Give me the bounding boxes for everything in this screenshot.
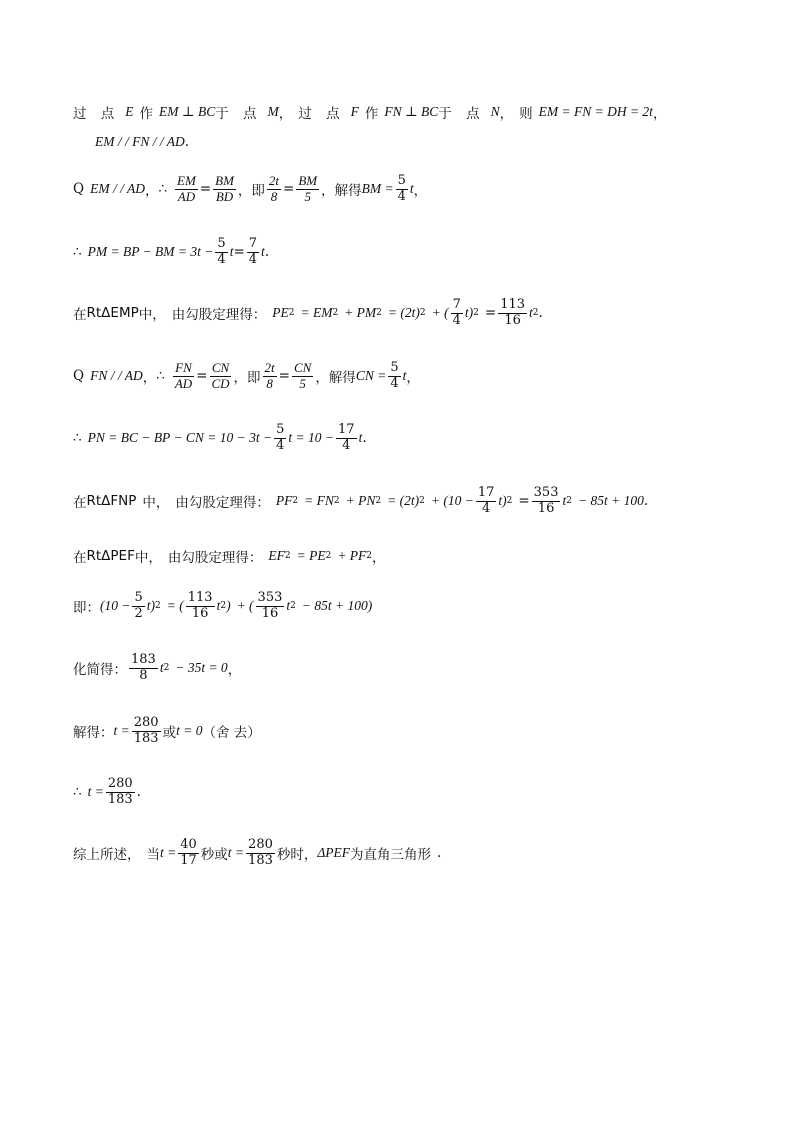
- math-pm-line: PM = BP − BM = 3t −: [87, 244, 214, 259]
- math-t: t: [159, 660, 164, 675]
- fraction-113-16: $\frac{113}{16}$: [187, 589, 213, 621]
- text-comma: ，: [233, 370, 248, 386]
- math-em-fn-dh: EM = FN = DH = 2t: [538, 104, 653, 119]
- text-line-9: 在 RtΔPEF 中， 由勾股定理得： EF 2 = PE 2 + PF 2 ，: [73, 548, 386, 566]
- math-N: N: [490, 104, 500, 119]
- fraction-5-4: $\frac{5}{4}$: [390, 359, 399, 391]
- math-fn-perp-bc: FN ⊥ BC: [384, 104, 439, 119]
- fraction-280-183: $\frac{280}{183}$: [107, 775, 133, 807]
- math-t-eq: t =: [87, 784, 104, 799]
- text-yu: 于 点: [215, 106, 262, 122]
- math-t: t: [216, 598, 221, 613]
- text-comma: ，: [237, 183, 252, 199]
- text-gougu: 由勾股定理得：: [171, 307, 267, 323]
- text-end-dot: .: [437, 845, 442, 861]
- fraction-bm-5: $\frac{BM}{5}$: [298, 172, 318, 204]
- math-F: F: [350, 104, 359, 119]
- math-em-ad: EM / / AD: [90, 181, 145, 196]
- math-10-minus-open: (10 −: [100, 598, 131, 613]
- text-yu-2: 于 点: [438, 106, 485, 122]
- fraction-353-16: $\frac{353}{16}$: [533, 484, 559, 516]
- therefore-symbol: ∴: [73, 244, 82, 260]
- therefore-symbol: ∴: [158, 181, 168, 197]
- fraction-fn-ad: $\frac{FN}{AD}$: [174, 359, 193, 391]
- text-line-6: [73, 353, 420, 399]
- text-comma: ，: [406, 370, 420, 386]
- math-t: t: [229, 244, 234, 259]
- text-jiede: 解得: [334, 183, 362, 199]
- math-t-eq: t =: [160, 845, 177, 860]
- fraction-17-4: $\frac{17}{4}$: [338, 421, 355, 453]
- math-E: E: [125, 104, 134, 119]
- text-comma: ，: [321, 183, 335, 199]
- math-ef: EF: [268, 548, 285, 563]
- text-comma: ，: [413, 183, 428, 199]
- fraction-353-16: $\frac{353}{16}$: [257, 589, 283, 621]
- fraction-bm-bd: $\frac{BM}{BD}$: [215, 172, 234, 204]
- text-comma-2: ，: [499, 106, 514, 122]
- math-t: t: [358, 430, 363, 445]
- text-zhijiao: 为直角三角形: [350, 847, 432, 863]
- text-line-8: 在 RtΔFNP 中， 由勾股定理得： PF 2 = FN 2 + PN 2 = (2t) 2 + (10 − $\frac{17}{4}$ t) 2 = $\frac{353}{16}$ t 2 − 85t + 100 .: [73, 484, 649, 516]
- math-pn-line: PN = BC − BP − CN = 10 − 3t −: [87, 430, 273, 445]
- text-gougu: 由勾股定理得：: [167, 550, 263, 566]
- text-huo: 或: [162, 725, 177, 741]
- fraction-5-4: $\frac{5}{4}$: [397, 172, 406, 204]
- fraction-cn-5: $\frac{CN}{5}$: [293, 359, 312, 391]
- text-shequ: （舍 去）: [202, 725, 261, 741]
- fraction-183-8: $\frac{183}{8}$: [131, 651, 156, 683]
- math-t-eq: t =: [113, 723, 130, 738]
- equals: =: [484, 305, 497, 321]
- equals: =: [196, 368, 208, 384]
- math-t: t: [261, 244, 265, 259]
- text-comma: ，: [315, 370, 329, 386]
- math-t: t: [562, 493, 567, 508]
- fraction-40-17: $\frac{40}{17}$: [180, 836, 197, 868]
- text-line-5: 在 RtΔEMP 中， 由勾股定理得： PE 2 = EM 2 + PM 2 = (2t) 2 + ( $\frac{7}{4}$ t) 2 = $\frac{113}{16}$ t 2 .: [73, 296, 543, 328]
- text-ji: 即: [251, 183, 265, 199]
- text-gougu: 由勾股定理得：: [175, 495, 270, 511]
- text-comma-3: ，: [652, 106, 667, 122]
- math-em-perp-bc: EM ⊥ BC: [159, 104, 216, 119]
- text-zhong: 中，: [134, 550, 162, 566]
- math-simp-tail: − 35t = 0: [175, 660, 228, 675]
- math-tail-1: − 85t + 100: [577, 493, 644, 508]
- fraction-280-183: $\frac{280}{183}$: [133, 714, 159, 746]
- text-line-14: [73, 830, 441, 876]
- fraction-cn-cd: $\frac{CN}{CD}$: [211, 359, 230, 391]
- math-plus-pf: + PF: [337, 548, 367, 563]
- text-comma: ，: [142, 370, 157, 386]
- math-bm-eq: BM =: [361, 181, 394, 196]
- text-zhong: 中，: [138, 307, 166, 323]
- math-t-paren: t): [146, 598, 156, 613]
- text-period: .: [643, 493, 649, 509]
- math-eq-2t: = (2t): [387, 493, 420, 508]
- text-period: .: [136, 784, 141, 800]
- fraction-em-ad: $\frac{EM}{AD}$: [177, 172, 196, 204]
- math-fn-ad: FN / / AD: [90, 368, 143, 383]
- math-plus-10: + (10 −: [430, 493, 474, 508]
- math-M: M: [267, 104, 279, 119]
- text-period: .: [362, 430, 367, 446]
- text-ji: 即: [247, 370, 261, 386]
- equals: =: [233, 244, 245, 260]
- math-t-paren: t): [498, 493, 507, 508]
- math-close: ): [226, 598, 231, 613]
- text-line-11: 化简得： $\frac{183}{8}$ t 2 − 35t = 0 ，: [73, 651, 242, 683]
- math-tail-2: − 85t + 100): [301, 598, 373, 613]
- text-line-4: [73, 229, 269, 275]
- text-period: .: [538, 305, 543, 321]
- math-pe-eq: = PE: [296, 548, 326, 563]
- text-line-10: 即： (10 − $\frac{5}{2}$ t) 2 = ( $\frac{113}{16}$ t 2 ) + ( $\frac{353}{16}$ t 2 − 85t + 100): [73, 589, 373, 621]
- text-line-3: [73, 166, 427, 212]
- text-jiede: 解得: [328, 370, 356, 386]
- math-plus-open: + (: [236, 598, 254, 613]
- text-zuo: 作: [139, 106, 154, 122]
- fraction-2t-8: $\frac{2t}{8}$: [264, 359, 275, 391]
- text-zuo-2: 作: [364, 106, 379, 122]
- math-t-paren: t): [464, 305, 474, 320]
- math-t: t: [402, 368, 407, 383]
- text-zhong: 中，: [142, 495, 170, 511]
- text-miao-shi: 秒时，: [276, 847, 318, 863]
- math-plus-paren: + (: [431, 305, 449, 320]
- fraction-5-4: $\frac{5}{4}$: [276, 421, 285, 453]
- text-zai: 在: [73, 550, 87, 566]
- therefore-symbol: ∴: [73, 784, 82, 800]
- math-eq-open: = (: [166, 598, 184, 613]
- therefore-symbol: ∴: [156, 368, 165, 384]
- text-period: .: [184, 134, 190, 150]
- text-tri-pef: RtΔPEF: [86, 548, 135, 564]
- math-fn-eq: = FN: [304, 493, 334, 508]
- fraction-2t-8: $\frac{2t}{8}$: [268, 172, 280, 204]
- text-zongshang: 综上所述，: [73, 847, 141, 863]
- text-line-12: [73, 708, 261, 754]
- text-tri-fnp: RtΔFNP: [86, 493, 137, 509]
- fraction-17-4: $\frac{17}{4}$: [477, 484, 495, 516]
- equals: =: [199, 181, 212, 197]
- text-comma: ，: [144, 183, 159, 199]
- equals: =: [283, 181, 295, 197]
- because-symbol: Q: [73, 368, 85, 384]
- equals: =: [278, 368, 290, 384]
- math-plus-pn: + PN: [345, 493, 376, 508]
- text-ji-colon: 即：: [73, 600, 100, 616]
- text-line-7: [73, 415, 367, 461]
- text-jiede-colon: 解得：: [73, 725, 114, 741]
- math-plus-pm: + PM: [344, 305, 377, 320]
- fraction-5-4: $\frac{5}{4}$: [217, 235, 226, 267]
- math-t: t: [529, 305, 533, 320]
- math-t: t: [409, 181, 414, 196]
- math-em-plus: = EM: [300, 305, 333, 320]
- math-pef: ΔPEF: [317, 845, 351, 860]
- math-t-eq: t =: [227, 845, 245, 860]
- math-eq-10-minus: t = 10 −: [288, 430, 335, 445]
- text-huajian: 化简得：: [73, 662, 127, 678]
- text-guo-2: 过 点: [298, 106, 345, 122]
- math-pf: PF: [275, 493, 293, 508]
- text-ze: 则: [519, 106, 533, 122]
- equals: =: [518, 493, 530, 509]
- text-comma: ，: [227, 662, 242, 678]
- therefore-symbol: ∴: [73, 430, 82, 446]
- fraction-280-183: $\frac{280}{183}$: [248, 836, 273, 868]
- math-cn-eq: CN =: [355, 368, 387, 383]
- text-zai: 在: [73, 495, 87, 511]
- math-pe: PE: [272, 305, 289, 320]
- text-dang: 当: [146, 847, 160, 863]
- because-symbol: Q: [73, 181, 85, 197]
- text-period: .: [264, 244, 270, 260]
- math-t-eq-0: t = 0: [176, 723, 203, 738]
- fraction-7-4: $\frac{7}{4}$: [452, 296, 461, 328]
- fraction-7-4: $\frac{7}{4}$: [248, 235, 258, 267]
- text-zai: 在: [73, 307, 87, 323]
- fraction-5-2: $\frac{5}{2}$: [134, 589, 143, 621]
- text-comma: ，: [372, 550, 386, 566]
- text-tri-emp: RtΔEMP: [86, 305, 139, 321]
- text-comma: ，: [278, 106, 293, 122]
- text-miao-huo: 秒或: [200, 847, 228, 863]
- math-em-fn-ad: EM / / FN / / AD: [95, 134, 185, 149]
- text-line-13: [73, 769, 141, 815]
- fraction-113-16: $\frac{113}{16}$: [500, 296, 526, 328]
- text-line-2: [95, 119, 189, 165]
- math-eq-2t: = (2t): [387, 305, 420, 320]
- math-t: t: [286, 598, 291, 613]
- text-guo: 过 点: [73, 106, 120, 122]
